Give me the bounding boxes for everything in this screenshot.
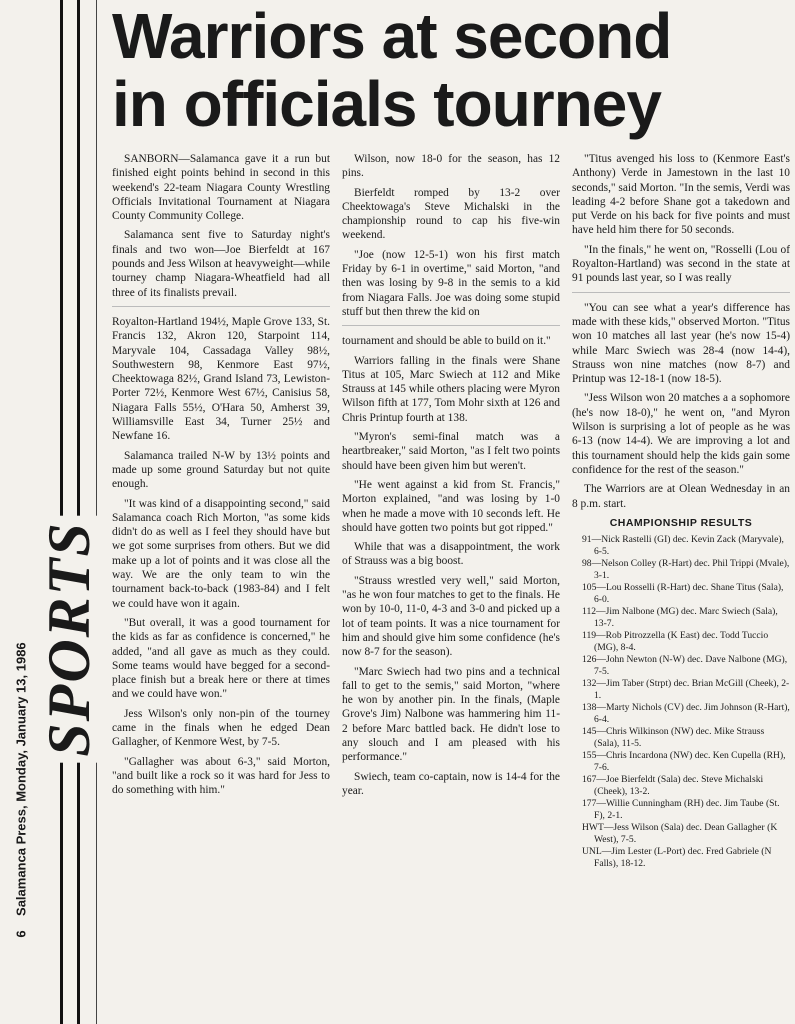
section-label: SPORTS	[39, 515, 99, 762]
paragraph: "You can see what a year's difference has made with these kids," observed Morton. "Titus won 10 matches all last year (he's now 15-4) while Marc Swiech was 28-4 (now 14-4), Strauss won nine matches (now 8-7) and Printup was 12-18-1 (now 18-5).	[572, 301, 790, 386]
paragraph: "But overall, it was a good tournament for the kids as far as confidence is concerned," he added, "and all gave as much as they could. Some teams would have begged for a second-place finish but a break here or there at times and we could have won."	[112, 616, 330, 701]
article-body	[112, 152, 790, 1020]
section-sidebar	[0, 0, 100, 1024]
dateline-wrap	[8, 560, 34, 1020]
article-column-1	[112, 152, 330, 1020]
paragraph: "In the finals," he went on, "Rosselli (Lou of Royalton-Hartland) was second in the state at 91 pounds last year, so I was really	[572, 243, 790, 285]
paragraph: "Joe (now 12-5-1) won his first match Friday by 6-1 in overtime," said Morton, "and then was losing by 9-8 in the semis to a kid from Niagara Falls. Joe was doing some stupid stuff but then threw the kid on	[342, 248, 560, 318]
result-item: 167—Joe Bierfeldt (Sala) dec. Steve Michalski (Cheek), 13-2.	[582, 774, 764, 798]
page-fold	[572, 292, 790, 293]
paragraph: tournament and should be able to build on it."	[342, 335, 551, 348]
result-item: 98—Nelson Colley (R-Hart) dec. Phil Trippi (Mvale), 3-1.	[582, 558, 790, 582]
paragraph: Bierfeldt romped by 13-2 over Cheektowaga's Steve Michalski in the championship round to cap his five-win weekend.	[342, 186, 560, 242]
paragraph: "Gallagher was about 6-3," said Morton, "and built like a rock so it was hard for Jess to do something with him."	[112, 755, 330, 797]
result-item: UNL—Jim Lester (L-Port) dec. Fred Gabriele (N Falls), 18-12.	[582, 846, 772, 870]
paragraph: "Myron's semi-final match was a heartbreaker," said Morton, "as I felt two points should have been given him but weren't.	[342, 431, 560, 472]
results-list	[572, 534, 790, 870]
result-item: 112—Jim Nalbone (MG) dec. Marc Swiech (Sala), 13-7.	[582, 606, 778, 630]
result-item: 138—Marty Nichols (CV) dec. Jim Johnson (R-Hart), 6-4.	[582, 702, 790, 726]
paragraph: The Warriors are at Olean Wednesday in an 8 p.m. start.	[572, 483, 790, 510]
result-item: 91—Nick Rastelli (GI) dec. Kevin Zack (Maryvale), 6-5.	[582, 534, 784, 558]
paragraph: Jess Wilson's only non-pin of the tourney came in the finals when he edged Dean Gallagher, of Kenmore West, by 7-5.	[112, 707, 330, 749]
paragraph: Warriors falling in the finals were Shane Titus at 105, Marc Swiech at 112 and Mike Strauss at 145 while others placing were Myron Wilson fifth at 177, Tom Mohr sixth at 126 and Chris Printup fourth at 138.	[342, 354, 560, 424]
result-item: HWT—Jess Wilson (Sala) dec. Dean Gallagher (K West), 7-5.	[582, 822, 778, 846]
paragraph: Salamanca trailed N-W by 13½ points and made up some ground Saturday but not quite enough.	[112, 449, 330, 491]
result-item: 177—Willie Cunningham (RH) dec. Jim Taube (St. F), 2-1.	[582, 798, 780, 822]
paragraph: "Titus avenged his loss to (Kenmore East's Anthony) Verde in Jamestown in the last 10 seconds," said Morton. "In the semis, Verdi was leading 4-2 before Shane got a takedown and put Verde on his back for five points and must have held him there for 50 seconds.	[572, 153, 790, 237]
result-item: 126—John Newton (N-W) dec. Dave Nalbone (MG), 7-5.	[582, 654, 788, 678]
paragraph: "It was kind of a disappointing second," said Salamanca coach Rich Morton, "as some kids didn't do as well as I feel they should have but we got some surprises from others. But we did make up a lot of points and it was close all the way. We are the only team to win the tournament back-to-back (1983-84) and I felt we could have won it again.	[112, 497, 330, 610]
dateline	[15, 642, 28, 937]
results-title: CHAMPIONSHIP RESULTS	[609, 516, 753, 529]
paragraph: "He went against a kid from St. Francis," Morton explained, "and was losing by 1-0 when he made a move with 10 seconds left. He should have gotten two points but got ripped."	[342, 478, 560, 534]
paragraph: "Marc Swiech had two pins and a technical fall to get to the semis," said Morton, "where he won by another pin. In the finals, (Maple Grove's Jim) Nalbone was hammering him 11-2 before Marc battled back. He didn't lose to any slouch and I am pleased with his performance."	[342, 665, 560, 764]
result-item: 119—Rob Pitrozzella (K East) dec. Todd Tuccio (MG), 8-4.	[582, 630, 769, 654]
page-fold	[342, 325, 560, 326]
article-column-2	[342, 152, 560, 1020]
dateline-text: Salamanca Press, Monday, January 13, 1986	[13, 642, 29, 916]
paragraph: "Strauss wrestled very well," said Morton, "as he won four matches to get to the finals. He won by 10-0, 11-0, 4-3 and 3-0 and picked up a lot of team points. It was a nice tournament for him and should give him some confidence (he's now 8-7 for the season).	[342, 574, 560, 659]
headline-line-2: in officials tourney	[112, 68, 661, 140]
page-number: 6	[13, 930, 29, 938]
paragraph: While that was a disappointment, the work of Strauss was a big boost.	[342, 541, 560, 568]
result-item: 155—Chris Incardona (NW) dec. Ken Cupella (RH), 7-6.	[582, 750, 786, 774]
headline	[112, 2, 792, 138]
article-column-3	[572, 152, 790, 1020]
paragraph: "Jess Wilson won 20 matches a a sophomore (he's now 18-0)," he went on, "and Myron Wilson is surprising a lot of people as he was 6-13 (now 14-4). We are improving a lot and this tournament should help the kids gain some confidence for the rest of the season."	[572, 392, 790, 476]
paragraph: SANBORN—Salamanca gave it a run but finished eight points behind in second in this weekend's 22-team Niagara County Wrestling Officials Invitational Tournament at Niagara County Community College.	[112, 153, 330, 223]
result-item: 132—Jim Taber (Strpt) dec. Brian McGill (Cheek), 2-1.	[582, 678, 790, 702]
section-label-wrap	[34, 484, 104, 794]
result-item: 145—Chris Wilkinson (NW) dec. Mike Strauss (Sala), 11-5.	[582, 726, 765, 750]
paragraph: Wilson, now 18-0 for the season, has 12 pins.	[342, 153, 560, 180]
paragraph: Swiech, team co-captain, now is 14-4 for the year.	[342, 770, 560, 797]
headline-line-1: Warriors at second	[112, 0, 672, 72]
page-fold	[112, 306, 330, 307]
result-item: 105—Lou Rosselli (R-Hart) dec. Shane Titus (Sala), 6-0.	[582, 582, 784, 606]
paragraph: Royalton-Hartland 194½, Maple Grove 133, St. Francis 132, Akron 120, Starpoint 114, Maryvale 104, Cassadaga Valley 98½, Southwestern 98, Kenmore East 97½, Cheektowaga 82½, Grand Island 73, Lewiston-Porter 72½, Kenmore West 67½, Canisius 58, Niagara Falls 55½, O'Hara 50, Amherst 39, Williamsville East 34, Turner 25½ and Newfane 16.	[112, 315, 330, 443]
paragraph: Salamanca sent five to Saturday night's finals and two won—Joe Bierfeldt at 167 pounds and Jess Wilson at heavyweight—while tourney champ Niagara-Wheatfield had all three of its finalists prevail.	[112, 229, 330, 299]
